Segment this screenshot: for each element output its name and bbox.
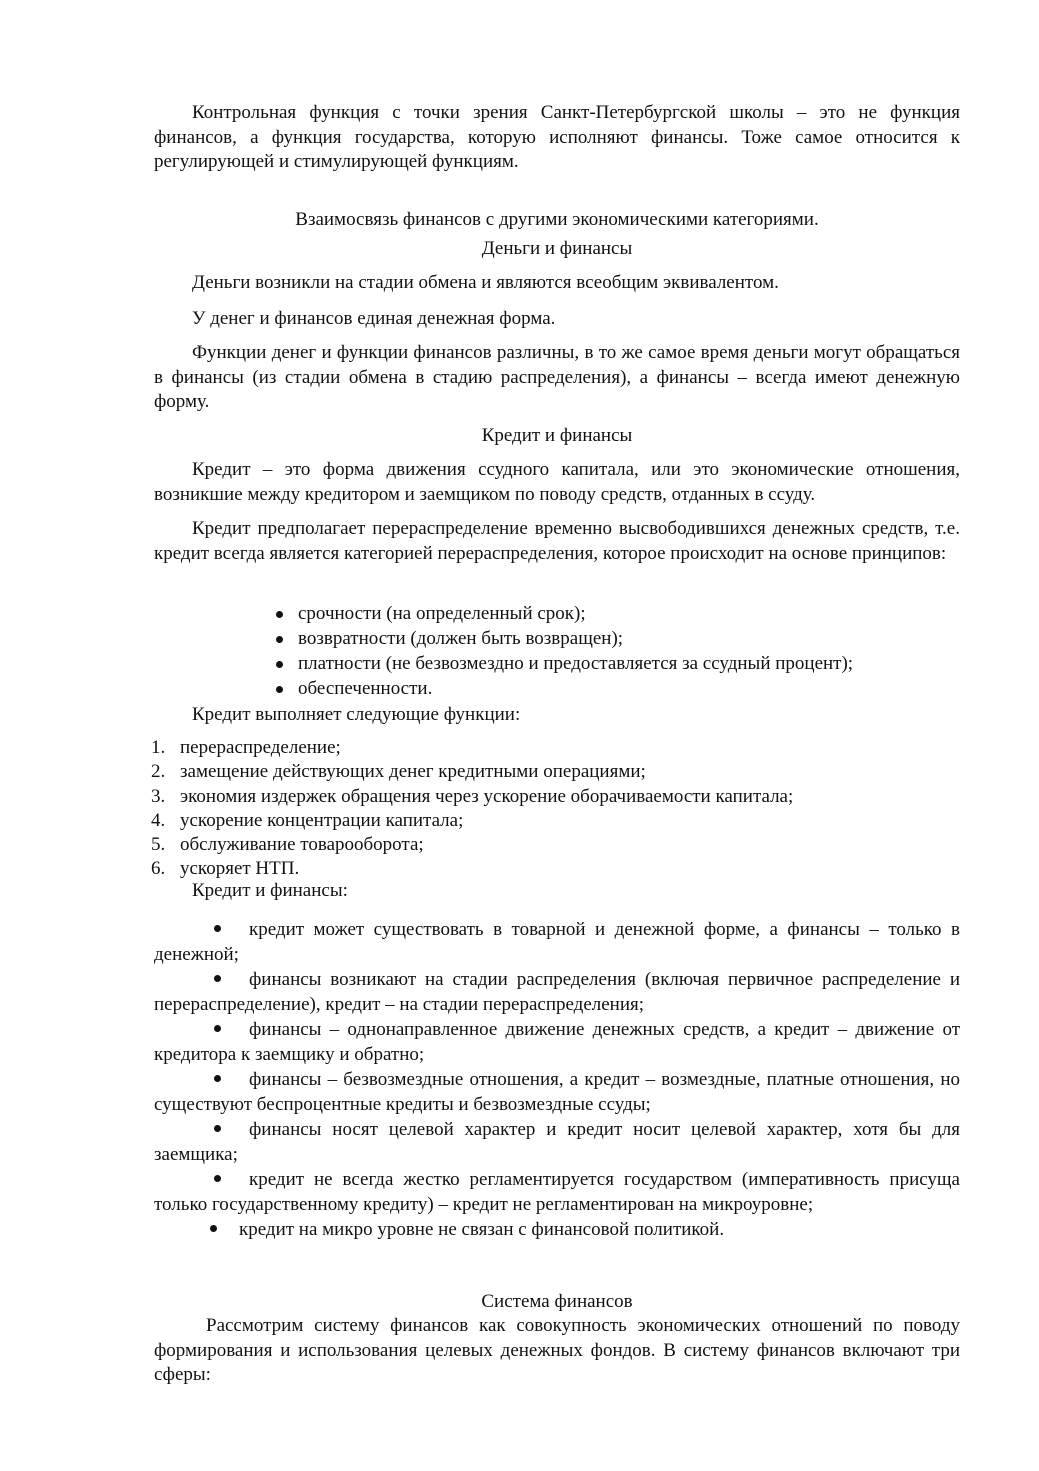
paragraph-credit-principles: Кредит предполагает перераспределение временно высвободившихся денежных средств, т.е. кредит всегда является категорией перераспределения, которое происходит на основе принципов: bbox=[154, 518, 960, 564]
list-item: 5. обслуживание товарооборота; bbox=[151, 834, 424, 856]
bullet-icon bbox=[214, 925, 221, 932]
paragraph-money-origin: Деньги возникли на стадии обмена и являются всеобщим эквивалентом. bbox=[192, 272, 779, 293]
list-item: 2. замещение действующих денег кредитными операциями; bbox=[151, 761, 646, 783]
list-item: 6. ускоряет НТП. bbox=[151, 858, 300, 880]
paragraph-finance-system: Рассмотрим систему финансов как совокупность экономических отношений по поводу формирования и использования целевых денежных фондов. В систему финансов включают три сферы: bbox=[154, 1315, 960, 1385]
paragraph-money-form: У денег и финансов единая денежная форма. bbox=[192, 308, 556, 329]
paragraph-money-functions: Функции денег и функции финансов различны, в то же самое время деньги могут обращаться в финансы (из стадии обмена в стадию распределения), а финансы – всегда имеют денежную форму. bbox=[154, 342, 960, 412]
list-item: финансы носят целевой характер и кредит носит целевой характер, хотя бы для заемщика; bbox=[154, 1119, 960, 1165]
list-item: платности (не безвозмездно и предоставляется за ссудный процент); bbox=[276, 651, 976, 676]
paragraph-compare-intro: Кредит и финансы: bbox=[192, 880, 348, 901]
bullet-icon bbox=[214, 1125, 221, 1132]
list-item: 4. ускорение концентрации капитала; bbox=[151, 809, 464, 831]
list-item: финансы – безвозмездные отношения, а кредит – возмездные, платные отношения, но существуют беспроцентные кредиты и безвозмездные ссуды; bbox=[154, 1069, 960, 1115]
paragraph-control-function: Контрольная функция с точки зрения Санкт-Петербургской школы – это не функция финансов, а функция государства, которую исполняют финансы. Тоже самое относится к регулирующей и стимулирующей функциям. bbox=[154, 102, 960, 172]
list-item: 1. перераспределение; bbox=[151, 737, 341, 758]
comparison-list bbox=[154, 918, 960, 1243]
list-item: финансы возникают на стадии распределения (включая первичное распределение и перераспределение), кредит – на стадии перераспределения; bbox=[154, 969, 960, 1015]
paragraph-credit-definition: Кредит – это форма движения ссудного капитала, или это экономические отношения, возникшие между кредитором и заемщиком по поводу средств, отданных в ссуду. bbox=[154, 459, 960, 505]
bullet-icon bbox=[214, 975, 221, 982]
bullet-icon bbox=[276, 636, 283, 643]
list-item: 3. экономия издержек обращения через ускорение оборачиваемости капитала; bbox=[151, 785, 794, 807]
list-item: срочности (на определенный срок); bbox=[276, 601, 976, 626]
heading-money-and-finance: Деньги и финансы bbox=[481, 238, 633, 259]
list-item: финансы – однонаправленное движение денежных средств, а кредит – движение от кредитора к заемщику и обратно; bbox=[154, 1019, 960, 1065]
list-item: кредит не всегда жестко регламентируется государством (императивность присуща только государственному кредиту) – кредит не регламентирован на микроуровне; bbox=[154, 1169, 960, 1215]
list-item: кредит на микро уровне не связан с финансовой политикой. bbox=[154, 1218, 960, 1243]
bullet-icon bbox=[214, 1175, 221, 1182]
bullet-icon bbox=[276, 611, 283, 618]
heading-finance-system: Система финансов bbox=[481, 1291, 633, 1312]
list-item: обеспеченности. bbox=[276, 676, 976, 701]
bullet-icon bbox=[214, 1075, 221, 1082]
functions-list bbox=[151, 736, 971, 882]
principles-list bbox=[276, 601, 976, 701]
heading-credit-and-finance: Кредит и финансы bbox=[481, 425, 633, 446]
bullet-icon bbox=[276, 686, 283, 693]
paragraph-functions-intro: Кредит выполняет следующие функции: bbox=[192, 704, 521, 725]
bullet-icon bbox=[214, 1025, 221, 1032]
bullet-icon bbox=[210, 1225, 217, 1232]
list-item: кредит может существовать в товарной и денежной форме, а финансы – только в денежной; bbox=[154, 919, 960, 965]
list-item: возвратности (должен быть возвращен); bbox=[276, 626, 976, 651]
bullet-icon bbox=[276, 661, 283, 668]
heading-relationship: Взаимосвязь финансов с другими экономическими категориями. bbox=[295, 209, 819, 230]
